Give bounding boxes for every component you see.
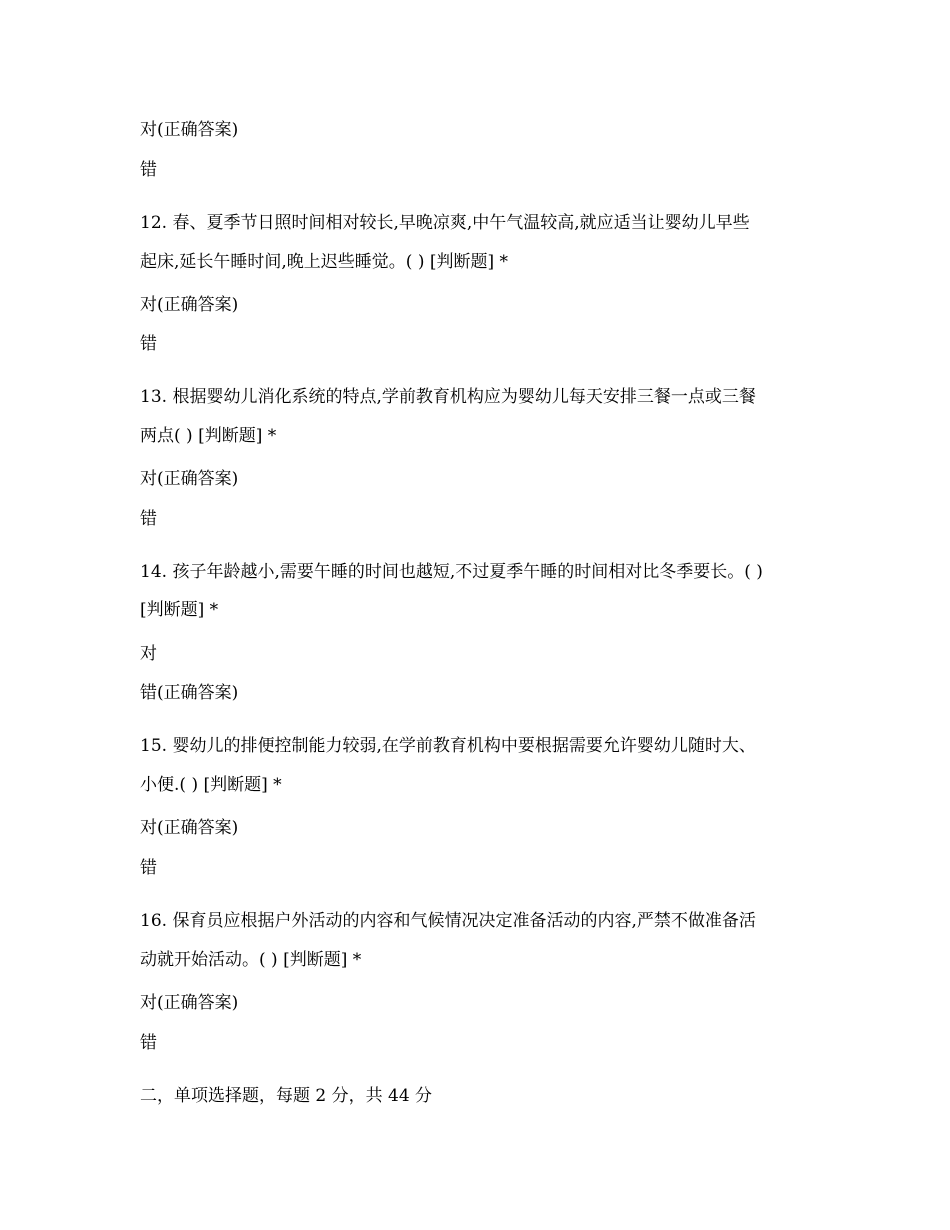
question-13-text: 两点( ) [判断题] *	[140, 426, 277, 446]
option: 对	[140, 644, 157, 664]
option: 错	[140, 858, 157, 878]
option-correct: 对(正确答案)	[140, 993, 239, 1013]
option: 错	[140, 334, 157, 354]
option: 错	[140, 160, 157, 180]
question-12-text: 12. 春、夏季节日照时间相对较长,早晚凉爽,中午气温较高,就应适当让婴幼儿早些	[140, 213, 750, 233]
option-correct: 对(正确答案)	[140, 120, 239, 140]
option-correct: 对(正确答案)	[140, 818, 239, 838]
section-heading: 二，单项选择题，每题 2 分，共 44 分	[140, 1086, 433, 1106]
question-15-text: 15. 婴幼儿的排便控制能力较弱,在学前教育机构中要根据需要允许婴幼儿随时大、	[140, 736, 756, 756]
option: 错	[140, 509, 157, 529]
option: 错	[140, 1033, 157, 1053]
option-correct: 对(正确答案)	[140, 469, 239, 489]
question-16-text: 动就开始活动。( ) [判断题] *	[140, 950, 362, 970]
question-13-text: 13. 根据婴幼儿消化系统的特点,学前教育机构应为婴幼儿每天安排三餐一点或三餐	[140, 387, 756, 407]
question-14-text: 14. 孩子年龄越小,需要午睡的时间也越短,不过夏季午睡的时间相对比冬季要长。( )	[140, 562, 763, 582]
question-14-text: [判断题] *	[140, 600, 219, 620]
question-12-text: 起床,延长午睡时间,晚上迟些睡觉。( ) [判断题] *	[140, 252, 509, 272]
option-correct: 对(正确答案)	[140, 295, 239, 315]
question-15-text: 小便.( ) [判断题] *	[140, 775, 282, 795]
question-16-text: 16. 保育员应根据户外活动的内容和气候情况决定准备活动的内容,严禁不做准备活	[140, 911, 756, 931]
option-correct: 错(正确答案)	[140, 683, 239, 703]
